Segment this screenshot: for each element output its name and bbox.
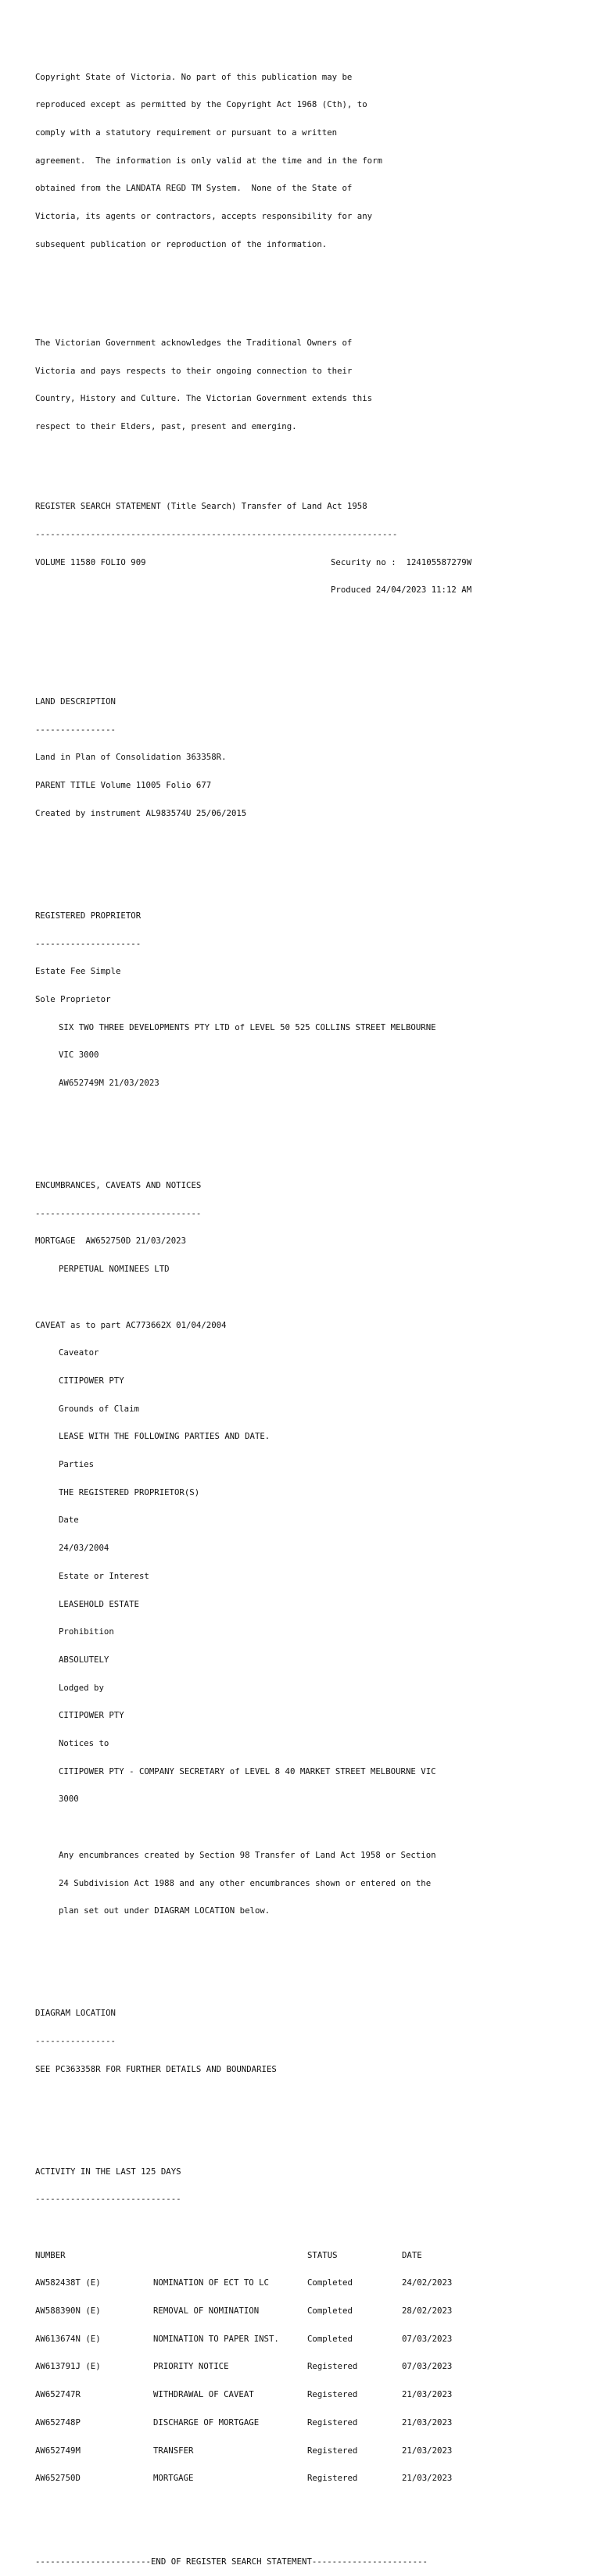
acknowledgement-of-country	[35, 320, 436, 450]
activity-date: 28/02/2023	[402, 2306, 453, 2317]
activity-status: Completed	[307, 2306, 353, 2317]
section-heading: LAND DESCRIPTION	[35, 696, 116, 707]
caveat-line: LEASE WITH THE FOLLOWING PARTIES AND DATE.	[59, 1431, 271, 1442]
section-underline: ---------------------------------	[35, 1208, 202, 1218]
caveat-line: 24/03/2004	[59, 1543, 109, 1554]
acknowledgement-line: respect to their Elders, past, present and emerging.	[35, 420, 297, 431]
caveat-line: Estate or Interest	[59, 1570, 149, 1581]
proprietor-line: AW652749M 21/03/2023	[59, 1078, 159, 1089]
encumbrance-note-line: plan set out under DIAGRAM LOCATION below.	[59, 1905, 271, 1916]
activity-date: 21/03/2023	[402, 2417, 453, 2428]
mortgagee: PERPETUAL NOMINEES LTD	[59, 1264, 170, 1275]
column-header-date: DATE	[402, 2249, 422, 2260]
caveat-line: ABSOLUTELY	[59, 1654, 109, 1665]
acknowledgement-line: Country, History and Culture. The Victorian Government extends this	[35, 393, 373, 404]
section-heading: ACTIVITY IN THE LAST 125 DAYS	[35, 2166, 181, 2177]
activity-date: 21/03/2023	[402, 2473, 453, 2484]
acknowledgement-line: The Victorian Government acknowledges the Traditional Owners of	[35, 337, 353, 348]
activity-number: AW652749M	[35, 2445, 81, 2456]
encumbrance-note-line: Any encumbrances created by Section 98 Transfer of Land Act 1958 or Section	[59, 1849, 436, 1860]
section-underline: ----------------	[35, 2035, 116, 2046]
activity-section	[35, 2148, 453, 2502]
security-number: Security no : 124105587279W	[331, 556, 472, 567]
end-of-statement: -----------------------END OF REGISTER SEARCH STATEMENT-----------------------	[35, 2556, 428, 2567]
caveat-line: Lodged by	[59, 1682, 104, 1693]
registered-proprietor-section	[35, 893, 436, 1107]
activity-description: TRANSFER	[153, 2445, 194, 2456]
table-row	[35, 2333, 453, 2344]
section-heading: DIAGRAM LOCATION	[35, 2008, 116, 2019]
activity-description: NOMINATION OF ECT TO LC	[153, 2277, 269, 2288]
caveat-line: LEASEHOLD ESTATE	[59, 1598, 139, 1609]
encumbrance-note-line: 24 Subdivision Act 1988 and any other encumbrances shown or entered on the	[59, 1877, 432, 1888]
land-description-line: PARENT TITLE Volume 11005 Folio 677	[35, 780, 212, 791]
estate-type: Estate Fee Simple	[35, 966, 121, 977]
land-description-line: Created by instrument AL983574U 25/06/2015	[35, 807, 247, 818]
divider: ------------------------------------------------------------------------	[35, 528, 398, 539]
copyright-line: obtained from the LANDATA REGD TM System. None of the State of	[35, 183, 353, 194]
activity-status: Registered	[307, 2417, 358, 2428]
activity-status: Completed	[307, 2277, 353, 2288]
caveat-entry: CAVEAT as to part AC773662X 01/04/2004	[35, 1319, 227, 1330]
table-row	[35, 2277, 453, 2288]
activity-date: 21/03/2023	[402, 2445, 453, 2456]
volume-folio: VOLUME 11580 FOLIO 909	[35, 556, 146, 567]
diagram-location-text: SEE PC363358R FOR FURTHER DETAILS AND BOUNDARIES	[35, 2063, 277, 2074]
copyright-line: comply with a statutory requirement or pursuant to a written	[35, 127, 338, 138]
section-heading: REGISTERED PROPRIETOR	[35, 910, 142, 921]
copyright-line: reproduced except as permitted by the Copyright Act 1968 (Cth), to	[35, 99, 367, 110]
activity-status: Registered	[307, 2389, 358, 2400]
title-header-row	[35, 556, 472, 567]
copyright-line: Copyright State of Victoria. No part of this publication may be	[35, 71, 353, 82]
proprietor-line: VIC 3000	[59, 1050, 99, 1061]
caveat-line: 3000	[59, 1794, 79, 1805]
activity-description: REMOVAL OF NOMINATION	[153, 2306, 260, 2317]
copyright-line: Victoria, its agents or contractors, accepts responsibility for any	[35, 211, 373, 222]
proprietor-line: SIX TWO THREE DEVELOPMENTS PTY LTD of LEVEL 50 525 COLLINS STREET MELBOURNE	[59, 1021, 436, 1032]
activity-date: 07/03/2023	[402, 2361, 453, 2372]
column-header-number: NUMBER	[35, 2249, 66, 2260]
section-underline: ----------------	[35, 724, 116, 735]
activity-number: AW582438T (E)	[35, 2277, 101, 2288]
activity-number: AW613674N (E)	[35, 2333, 101, 2344]
table-row	[35, 2389, 453, 2400]
caveat-line: Caveator	[59, 1347, 99, 1358]
activity-table-header	[35, 2251, 436, 2260]
table-row	[35, 2445, 453, 2456]
activity-number: AW613791J (E)	[35, 2361, 101, 2372]
table-row	[35, 2473, 453, 2484]
land-description-line: Land in Plan of Consolidation 363358R.	[35, 752, 227, 763]
caveat-line: CITIPOWER PTY	[59, 1375, 124, 1386]
activity-number: AW652747R	[35, 2389, 81, 2400]
activity-status: Registered	[307, 2473, 358, 2484]
activity-status: Completed	[307, 2333, 353, 2344]
activity-date: 07/03/2023	[402, 2333, 453, 2344]
land-description-section	[35, 678, 436, 836]
caveat-line: CITIPOWER PTY - COMPANY SECRETARY of LEVEL 8 40 MARKET STREET MELBOURNE VIC	[59, 1766, 436, 1776]
section-heading: ENCUMBRANCES, CAVEATS AND NOTICES	[35, 1179, 202, 1190]
activity-description: DISCHARGE OF MORTGAGE	[153, 2417, 260, 2428]
copyright-line: agreement. The information is only valid at the time and in the form	[35, 155, 382, 166]
register-search-statement	[35, 26, 472, 2576]
copyright-notice	[35, 54, 436, 268]
caveat-line: Grounds of Claim	[59, 1403, 139, 1414]
table-row	[35, 2306, 453, 2317]
activity-description: WITHDRAWAL OF CAVEAT	[153, 2389, 254, 2400]
mortgage-entry: MORTGAGE AW652750D 21/03/2023	[35, 1236, 187, 1247]
caveat-line: THE REGISTERED PROPRIETOR(S)	[59, 1487, 200, 1497]
statement-title: REGISTER SEARCH STATEMENT (Title Search) Transfer of Land Act 1958	[35, 501, 367, 512]
activity-description: NOMINATION TO PAPER INST.	[153, 2333, 279, 2344]
column-header-status: STATUS	[307, 2249, 338, 2260]
section-underline: -----------------------------	[35, 2194, 181, 2205]
caveat-line: Date	[59, 1515, 79, 1526]
table-row	[35, 2361, 453, 2372]
activity-date: 24/02/2023	[402, 2277, 453, 2288]
activity-status: Registered	[307, 2445, 358, 2456]
diagram-location-section	[35, 1990, 436, 2092]
caveat-line: Notices to	[59, 1738, 109, 1749]
proprietor-type: Sole Proprietor	[35, 993, 111, 1004]
section-underline: ---------------------	[35, 938, 142, 949]
activity-description: MORTGAGE	[153, 2473, 194, 2484]
produced-timestamp: Produced 24/04/2023 11:12 AM	[331, 585, 472, 596]
activity-status: Registered	[307, 2361, 358, 2372]
copyright-line: subsequent publication or reproduction of the information.	[35, 238, 328, 249]
activity-number: AW652748P	[35, 2417, 81, 2428]
caveat-line: Parties	[59, 1459, 95, 1470]
acknowledgement-line: Victoria and pays respects to their ongoing connection to their	[35, 365, 353, 376]
table-row	[35, 2417, 453, 2428]
activity-date: 21/03/2023	[402, 2389, 453, 2400]
activity-number: AW588390N (E)	[35, 2306, 101, 2317]
caveat-line: Prohibition	[59, 1626, 114, 1637]
activity-description: PRIORITY NOTICE	[153, 2361, 229, 2372]
caveat-line: CITIPOWER PTY	[59, 1710, 124, 1721]
activity-number: AW652750D	[35, 2473, 81, 2484]
encumbrances-section	[35, 1162, 436, 1934]
